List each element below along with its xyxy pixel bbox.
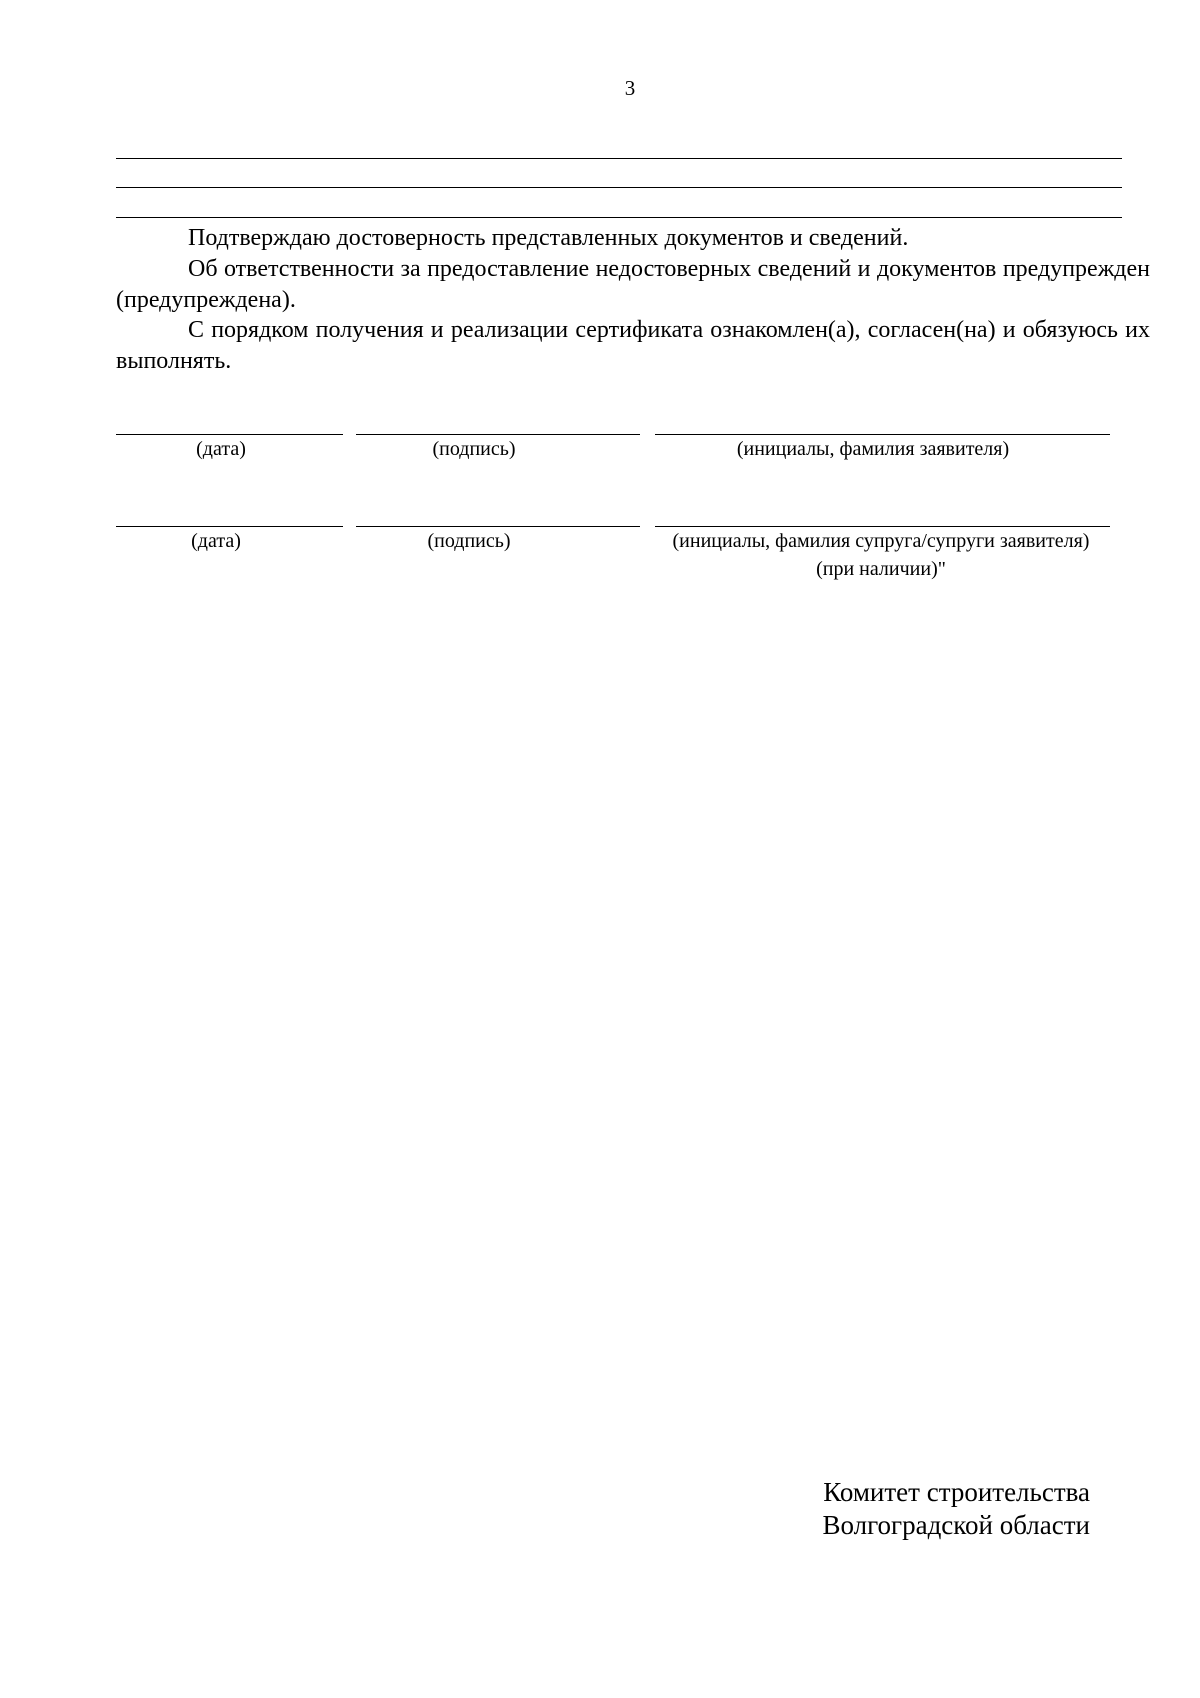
blank-rule-3 — [116, 217, 1122, 218]
statement-procedure — [116, 315, 1150, 376]
signature-caption-spouse: (подпись) — [427, 530, 511, 552]
name-line-applicant — [655, 434, 1110, 435]
signature-line-applicant — [356, 434, 640, 435]
statement-responsibility-text: Об ответственности за предоставление недостоверных сведений и документов предупрежден (предупреждена). — [116, 256, 1150, 313]
footer-line-2: Волгоградской области — [822, 1510, 1090, 1540]
statement-responsibility — [116, 254, 1150, 315]
signature-caption-applicant: (подпись) — [432, 438, 516, 460]
name-caption-applicant: (инициалы, фамилия заявителя) — [736, 438, 1010, 460]
date-caption-spouse: (дата) — [191, 530, 241, 552]
statement-procedure-text: С порядком получения и реализации сертификата ознакомлен(а), согласен(на) и обязуюсь их выполнять. — [116, 317, 1150, 374]
name-caption-spouse-note: (при наличии)" — [816, 558, 946, 580]
blank-rule-1 — [116, 158, 1122, 159]
date-line-applicant — [116, 434, 343, 435]
statement-confirm-text: Подтверждаю достоверность представленных документов и сведений. — [188, 225, 909, 251]
signature-line-spouse — [356, 526, 640, 527]
footer-organization — [760, 1476, 1090, 1542]
name-caption-spouse: (инициалы, фамилия супруга/супруги заявителя) — [672, 530, 1090, 552]
footer-line-1: Комитет строительства — [823, 1477, 1090, 1507]
name-line-spouse — [655, 526, 1110, 527]
statement-confirm — [116, 223, 1150, 254]
blank-rule-2 — [116, 187, 1122, 188]
date-caption-applicant: (дата) — [196, 438, 246, 460]
page-number: 3 — [624, 76, 636, 100]
date-line-spouse — [116, 526, 343, 527]
